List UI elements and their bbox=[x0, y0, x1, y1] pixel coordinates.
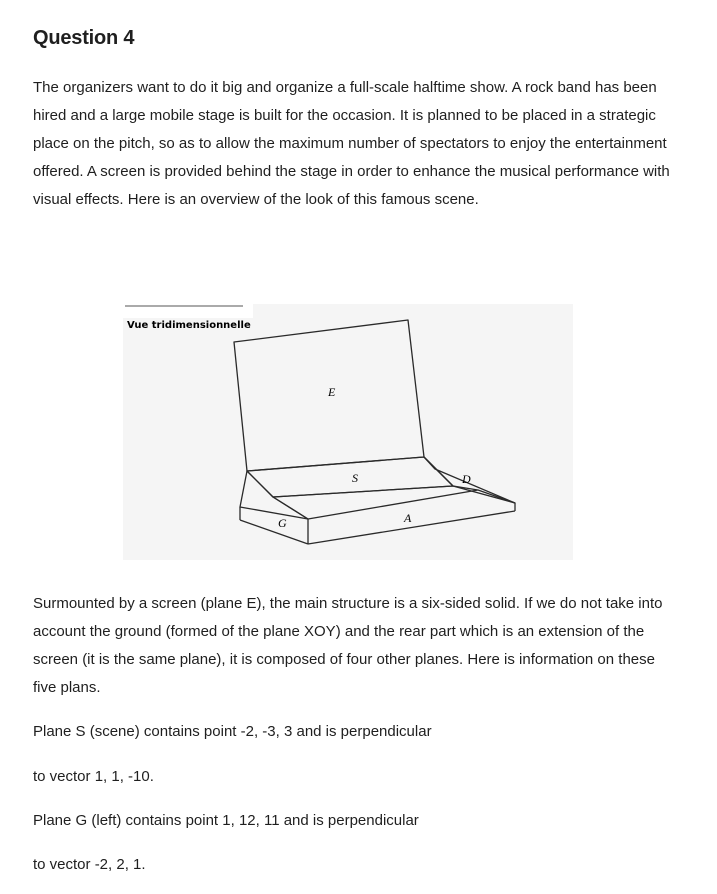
intro-paragraph: The organizers want to do it big and organize a full-scale halftime show. A rock band has been hired and a large mobile stage is built for the occasion. It is planned to be placed in a strategic place on the pitch, so as to allow the maximum number of spectators to enjoy the entertainment offered. A screen is provided behind the stage in order to enhance the musical performance with visual effects. Here is an overview of the look of this famous scene. bbox=[33, 79, 670, 208]
stage-3d-figure bbox=[123, 304, 573, 560]
figure-caption: Vue tridimensionnelle bbox=[127, 320, 251, 331]
plane-g-vector: to vector -2, 2, 1. bbox=[33, 856, 146, 873]
label-a: A bbox=[404, 511, 412, 525]
plane-s-statement: Plane S (scene) contains point -2, -3, 3 and is perpendicular bbox=[33, 723, 432, 740]
label-s: S bbox=[352, 471, 358, 485]
question-title: Question 4 bbox=[33, 27, 135, 49]
plane-g-statement: Plane G (left) contains point 1, 12, 11 and is perpendicular bbox=[33, 812, 419, 829]
label-g: G bbox=[278, 516, 287, 530]
figure-background bbox=[123, 304, 573, 560]
description-paragraph: Surmounted by a screen (plane E), the main structure is a six-sided solid. If we do not take into account the ground (formed of the plane XOY) and the rear part which is an extension of the screen (it is the same plane), it is composed of four other planes. Here is information on these five plans. bbox=[33, 595, 663, 696]
label-d: D bbox=[462, 472, 471, 486]
label-e: E bbox=[328, 385, 336, 399]
plane-s-vector: to vector 1, 1, -10. bbox=[33, 768, 154, 785]
